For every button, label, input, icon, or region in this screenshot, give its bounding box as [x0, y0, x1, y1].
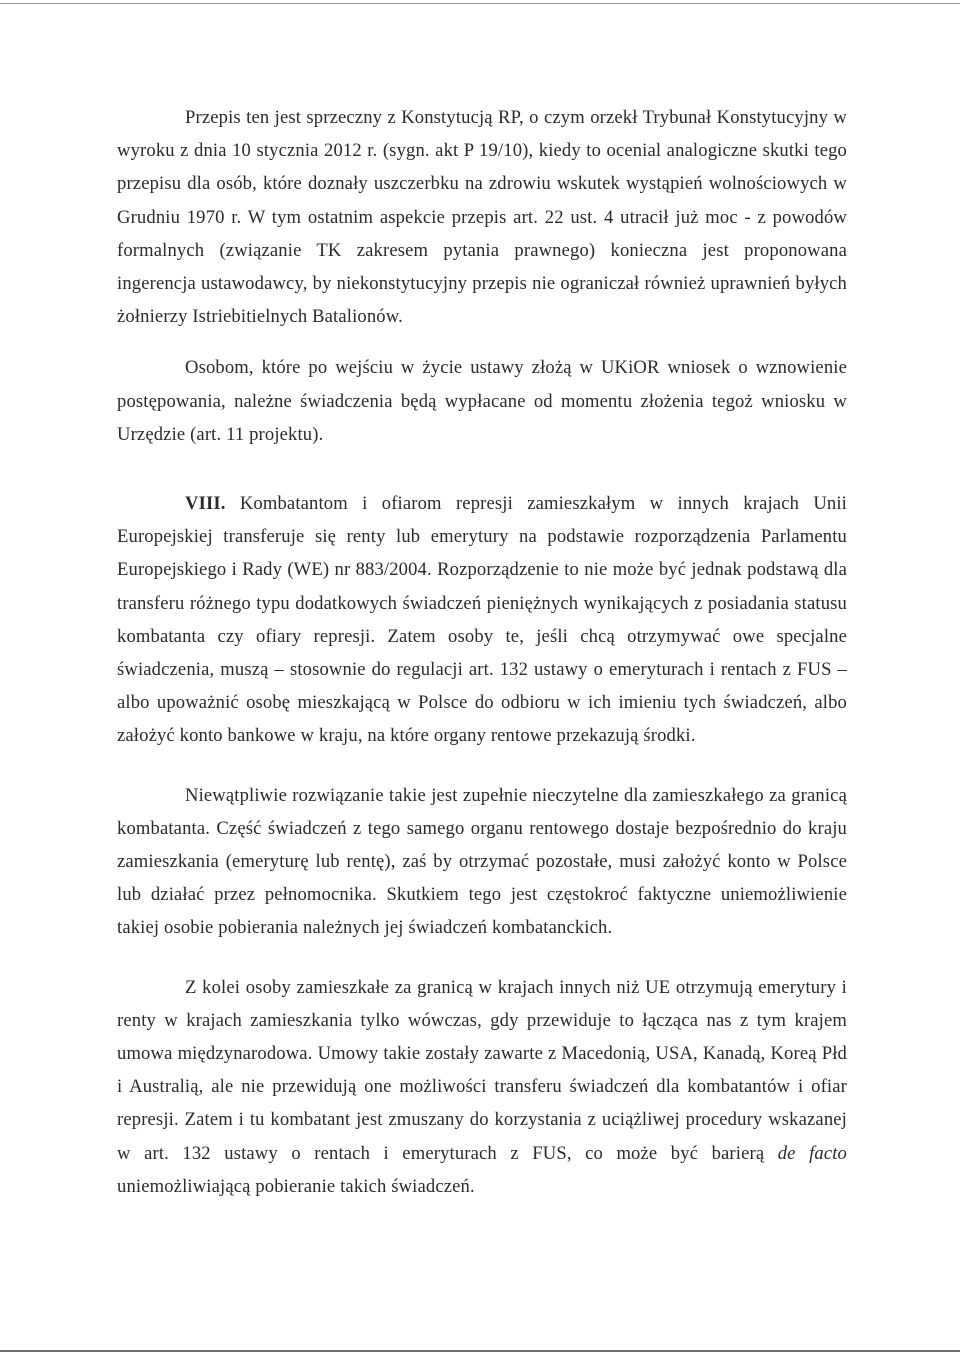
- bottom-scan-edge: [0, 1350, 960, 1352]
- top-scan-edge: [0, 3, 960, 4]
- emphasis-de-facto: de facto: [777, 1142, 848, 1164]
- section-viii-text: Kombatantom i ofiarom represji zamieszkałym w innych krajach Unii Europejskiej transferuje się renty lub emerytury na podstawie rozporządzenia Parlamentu Europejskiego i Rady (WE) nr 883/2004. Rozporządzenie to nie może być jednak podstawą dla transferu różnego typu dodatkowych świadczeń pieniężnych wynikających z posiadania statusu kombatanta czy ofiary represji. Zatem osoby te, jeśli chcą otrzymywać owe specjalne świadczenia, muszą – stosownie do regulacji art. 132 ustawy o emeryturach i rentach z FUS – albo upoważnić osobę mieszkającą w Polsce do odbioru w ich imieniu tych świadczeń, albo założyć konto bankowe w kraju, na które organy rentowe przekazują środki.: [117, 493, 847, 747]
- paragraph-wznowienie: Osobom, które po wejściu w życie ustawy złożą w UKiOR wniosek o wznowienie postępowania, należne świadczenia będą wypłacane od momentu złożenia tegoż wniosku w Urzędzie (art. 11 projektu).: [117, 357, 847, 445]
- section-number: VIII.: [185, 493, 226, 515]
- paragraph-section-viii: [117, 487, 847, 753]
- paragraph-z-kolei-text-a: Z kolei osoby zamieszkałe za granicą w krajach innych niż UE otrzymują emerytury i renty w krajach zamieszkania tylko wówczas, gdy przewiduje to łącząca nas z tym krajem umowa międzynarodowa. Umowy takie zostały zawarte z Macedonią, USA, Kanadą, Koreą Płd i Australią, ale nie przewidują one możliwości transferu świadczeń dla kombatantów i ofiar represji. Zatem i tu kombatant jest zmuszany do korzystania z uciążliwej procedury wskazanej w art. 132 ustawy o rentach i emeryturach z FUS, co może być barierą: [117, 976, 847, 1164]
- document-body: [117, 101, 847, 1203]
- paragraph-trybunal: Przepis ten jest sprzeczny z Konstytucją RP, o czym orzekł Trybunał Konstytucyjny w wyroku z dnia 10 stycznia 2012 r. (sygn. akt P 19/10), kiedy to ocenial analogiczne skutki tego przepisu dla osób, które doznały uszczerbku na zdrowiu wskutek wystąpień wolnościowych w Grudniu 1970 r. W tym ostatnim aspekcie przepis art. 22 ust. 4 utracił już moc - z powodów formalnych (związanie TK zakresem pytania prawnego) konieczna jest proponowana ingerencja ustawodawcy, by niekonstytucyjny przepis nie ograniczał również uprawnień byłych żołnierzy Istriebitielnych Batalionów.: [117, 107, 847, 328]
- paragraph-z-kolei: [117, 971, 847, 1203]
- paragraph-niewatpliwie: Niewątpliwie rozwiązanie takie jest zupełnie nieczytelne dla zamieszkałego za granicą kombatanta. Część świadczeń z tego samego organu rentowego dostaje bezpośrednio do kraju zamieszkania (emeryturę lub rentę), zaś by otrzymać pozostałe, musi założyć konto w Polsce lub działać przez pełnomocnika. Skutkiem tego jest częstokroć faktyczne uniemożliwienie takiej osobie pobierania należnych jej świadczeń kombatanckich.: [117, 784, 847, 939]
- paragraph-z-kolei-text-b: uniemożliwiającą pobieranie takich świadczeń.: [117, 1175, 475, 1197]
